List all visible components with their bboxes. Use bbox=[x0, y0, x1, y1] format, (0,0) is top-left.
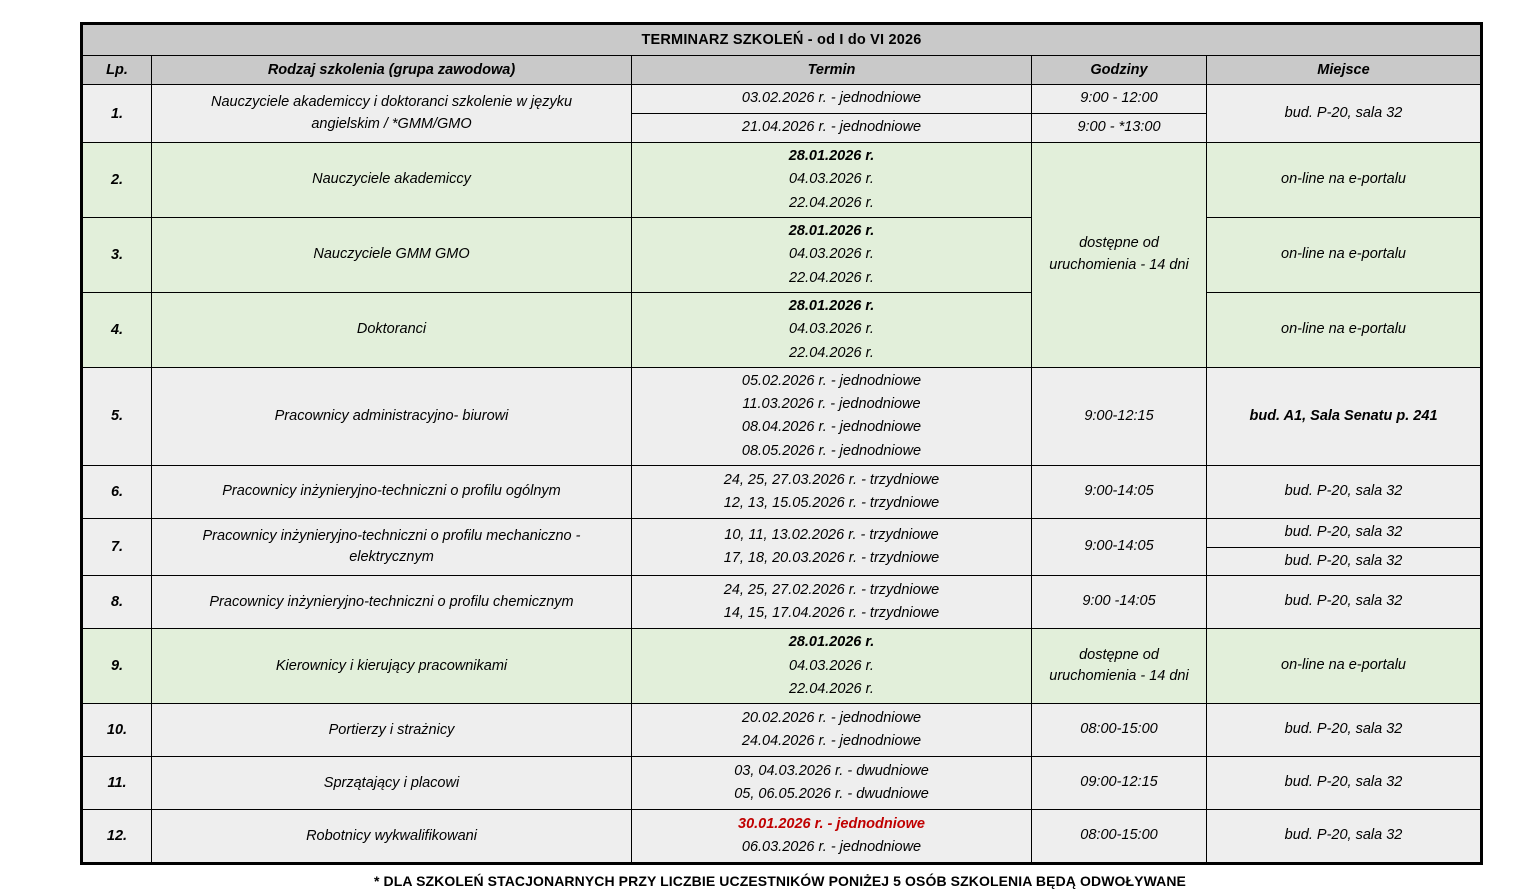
row-term-line: 04.03.2026 r. bbox=[789, 171, 874, 188]
row-number: 9. bbox=[82, 629, 152, 704]
row-hours-line2: uruchomienia - 14 dni bbox=[1049, 257, 1189, 273]
row-kind: Robotnicy wykwalifikowani bbox=[152, 810, 632, 864]
table-row bbox=[82, 218, 1482, 293]
row-term bbox=[632, 704, 1032, 757]
row-term-line: 04.03.2026 r. bbox=[789, 321, 874, 338]
row-hours-line: 9:00 - 12:00 bbox=[1032, 85, 1207, 114]
row-term bbox=[632, 368, 1032, 466]
row-number: 12. bbox=[82, 810, 152, 864]
row-kind bbox=[152, 518, 632, 576]
table-header-row bbox=[82, 56, 1482, 85]
row-hours: 09:00-12:15 bbox=[1032, 757, 1207, 810]
table-row bbox=[82, 576, 1482, 629]
row-term-line: 08.05.2026 r. - jednodniowe bbox=[741, 442, 922, 459]
training-schedule-table bbox=[80, 22, 1483, 865]
row-kind-line2: elektrycznym bbox=[349, 549, 434, 565]
row-kind-line2: angielskim / *GMM/GMO bbox=[311, 115, 472, 132]
row-place: bud. P-20, sala 32 bbox=[1207, 85, 1482, 143]
row-term-line: 24, 25, 27.03.2026 r. - trzydniowe bbox=[723, 471, 940, 488]
row-term-line: 10, 11, 13.02.2026 r. - trzydniowe bbox=[724, 526, 939, 543]
row-term-line: 22.04.2026 r. bbox=[789, 194, 874, 211]
row-place: bud. P-20, sala 32 bbox=[1207, 704, 1482, 757]
row-place: bud. P-20, sala 32 bbox=[1207, 576, 1482, 629]
column-header-place: Miejsce bbox=[1207, 56, 1482, 85]
row-place-line2: bud. P-20, sala 32 bbox=[1284, 552, 1403, 569]
row-term bbox=[632, 293, 1032, 368]
row-number: 7. bbox=[82, 518, 152, 576]
row-term-line: 12, 13, 15.05.2026 r. - trzydniowe bbox=[723, 494, 940, 511]
row-term-line: 05.02.2026 r. - jednodniowe bbox=[741, 373, 922, 389]
row-term bbox=[632, 143, 1032, 218]
column-header-term: Termin bbox=[632, 56, 1032, 85]
row-term-line: 24, 25, 27.02.2026 r. - trzydniowe bbox=[723, 582, 940, 599]
row-kind: Doktoranci bbox=[152, 293, 632, 368]
table-row bbox=[82, 85, 1482, 114]
row-term-line: 06.03.2026 r. - jednodniowe bbox=[741, 839, 922, 856]
row-term-line: 22.04.2026 r. bbox=[789, 680, 874, 697]
row-term-line: 30.01.2026 r. - jednodniowe bbox=[738, 816, 925, 833]
row-term-line: 04.03.2026 r. bbox=[789, 657, 874, 674]
row-number: 1. bbox=[82, 85, 152, 143]
row-term-line: 04.03.2026 r. bbox=[789, 246, 874, 263]
table-row bbox=[82, 704, 1482, 757]
row-hours: 9:00 -14:05 bbox=[1032, 576, 1207, 629]
table-row bbox=[82, 810, 1482, 864]
row-number: 11. bbox=[82, 757, 152, 810]
row-place: on-line na e-portalu bbox=[1207, 218, 1482, 293]
row-number: 2. bbox=[82, 143, 152, 218]
row-term-line: 03, 04.03.2026 r. - dwudniowe bbox=[734, 763, 929, 780]
row-hours: 9:00-14:05 bbox=[1032, 465, 1207, 518]
row-term bbox=[632, 629, 1032, 704]
row-hours: 9:00-14:05 bbox=[1032, 518, 1207, 576]
row-hours: 9:00-12:15 bbox=[1032, 368, 1207, 466]
row-term-line: 11.03.2026 r. - jednodniowe bbox=[742, 396, 921, 413]
row-number: 3. bbox=[82, 218, 152, 293]
row-kind-line1: Nauczyciele akademiccy i doktoranci szkolenie w języku bbox=[210, 94, 573, 111]
row-number: 8. bbox=[82, 576, 152, 629]
row-term bbox=[632, 518, 1032, 576]
row-place: on-line na e-portalu bbox=[1207, 629, 1482, 704]
row-number: 4. bbox=[82, 293, 152, 368]
row-kind: Pracownicy inżynieryjno-techniczni o profilu ogólnym bbox=[152, 465, 632, 518]
row-hours: 08:00-15:00 bbox=[1032, 810, 1207, 864]
row-hours-line1: dostępne od bbox=[1079, 646, 1159, 663]
row-kind bbox=[152, 85, 632, 143]
table-row bbox=[82, 629, 1482, 704]
row-place: bud. P-20, sala 32 bbox=[1207, 810, 1482, 864]
row-number: 6. bbox=[82, 465, 152, 518]
table-row bbox=[82, 368, 1482, 466]
row-term-line: 20.02.2026 r. - jednodniowe bbox=[741, 710, 922, 727]
table-row bbox=[82, 293, 1482, 368]
row-place: bud. P-20, sala 32 bbox=[1207, 757, 1482, 810]
row-kind-line1: Pracownicy inżynieryjno-techniczni o profilu mechaniczno - bbox=[202, 527, 581, 544]
row-term-line: 28.01.2026 r. bbox=[788, 298, 875, 315]
row-term-line: 28.01.2026 r. bbox=[788, 634, 875, 651]
row-kind: Nauczyciele GMM GMO bbox=[152, 218, 632, 293]
schedule-sheet bbox=[80, 22, 1480, 889]
row-kind: Portierzy i strażnicy bbox=[152, 704, 632, 757]
row-number: 5. bbox=[82, 368, 152, 466]
row-term-line: 24.04.2026 r. - jednodniowe bbox=[741, 733, 922, 750]
column-header-lp: Lp. bbox=[82, 56, 152, 85]
page-title: TERMINARZ SZKOLEŃ - od I do VI 2026 bbox=[82, 24, 1482, 56]
row-term-line: 08.04.2026 r. - jednodniowe bbox=[741, 419, 922, 436]
row-term-line: 28.01.2026 r. bbox=[788, 223, 875, 240]
row-hours: 08:00-15:00 bbox=[1032, 704, 1207, 757]
row-hours-line1: dostępne od bbox=[1079, 235, 1159, 252]
column-header-hours: Godziny bbox=[1032, 56, 1207, 85]
footnote: * DLA SZKOLEŃ STACJONARNYCH PRZY LICZBIE UCZESTNIKÓW PONIŻEJ 5 OSÓB SZKOLENIA BĘDĄ ODWOŁYWANE bbox=[373, 873, 1186, 889]
row-kind: Pracownicy administracyjno- biurowi bbox=[152, 368, 632, 466]
row-term bbox=[632, 810, 1032, 864]
row-term-line: 17, 18, 20.03.2026 r. - trzydniowe bbox=[723, 550, 940, 566]
row-term-line: 28.01.2026 r. bbox=[788, 148, 875, 165]
column-header-kind: Rodzaj szkolenia (grupa zawodowa) bbox=[152, 56, 632, 85]
row-kind: Nauczyciele akademiccy bbox=[152, 143, 632, 218]
row-term bbox=[632, 757, 1032, 810]
row-hours-line2: uruchomienia - 14 dni bbox=[1049, 668, 1189, 685]
row-term bbox=[632, 576, 1032, 629]
row-kind: Kierownicy i kierujący pracownikami bbox=[152, 629, 632, 704]
row-place: on-line na e-portalu bbox=[1207, 143, 1482, 218]
row-place: bud. A1, Sala Senatu p. 241 bbox=[1207, 368, 1482, 466]
row-place bbox=[1207, 518, 1482, 576]
row-number: 10. bbox=[82, 704, 152, 757]
row-kind: Pracownicy inżynieryjno-techniczni o profilu chemicznym bbox=[152, 576, 632, 629]
row-place: bud. P-20, sala 32 bbox=[1207, 465, 1482, 518]
row-term-line: 05, 06.05.2026 r. - dwudniowe bbox=[734, 786, 929, 803]
table-row bbox=[82, 518, 1482, 576]
row-term bbox=[632, 218, 1032, 293]
row-hours-line: 9:00 - *13:00 bbox=[1032, 114, 1207, 143]
row-term-line: 21.04.2026 r. - jednodniowe bbox=[632, 114, 1032, 143]
row-term-line: 22.04.2026 r. bbox=[789, 269, 874, 286]
table-row bbox=[82, 143, 1482, 218]
row-term-line: 03.02.2026 r. - jednodniowe bbox=[632, 85, 1032, 114]
row-term bbox=[632, 465, 1032, 518]
row-kind: Sprzątający i placowi bbox=[152, 757, 632, 810]
row-hours bbox=[1032, 143, 1207, 368]
row-term-line: 22.04.2026 r. bbox=[789, 344, 874, 361]
row-place: on-line na e-portalu bbox=[1207, 293, 1482, 368]
row-place-line1: bud. P-20, sala 32 bbox=[1207, 519, 1480, 548]
row-hours bbox=[1032, 629, 1207, 704]
table-row bbox=[82, 757, 1482, 810]
row-term-line: 14, 15, 17.04.2026 r. - trzydniowe bbox=[723, 605, 940, 622]
table-row bbox=[82, 465, 1482, 518]
table-title-row bbox=[82, 24, 1482, 56]
